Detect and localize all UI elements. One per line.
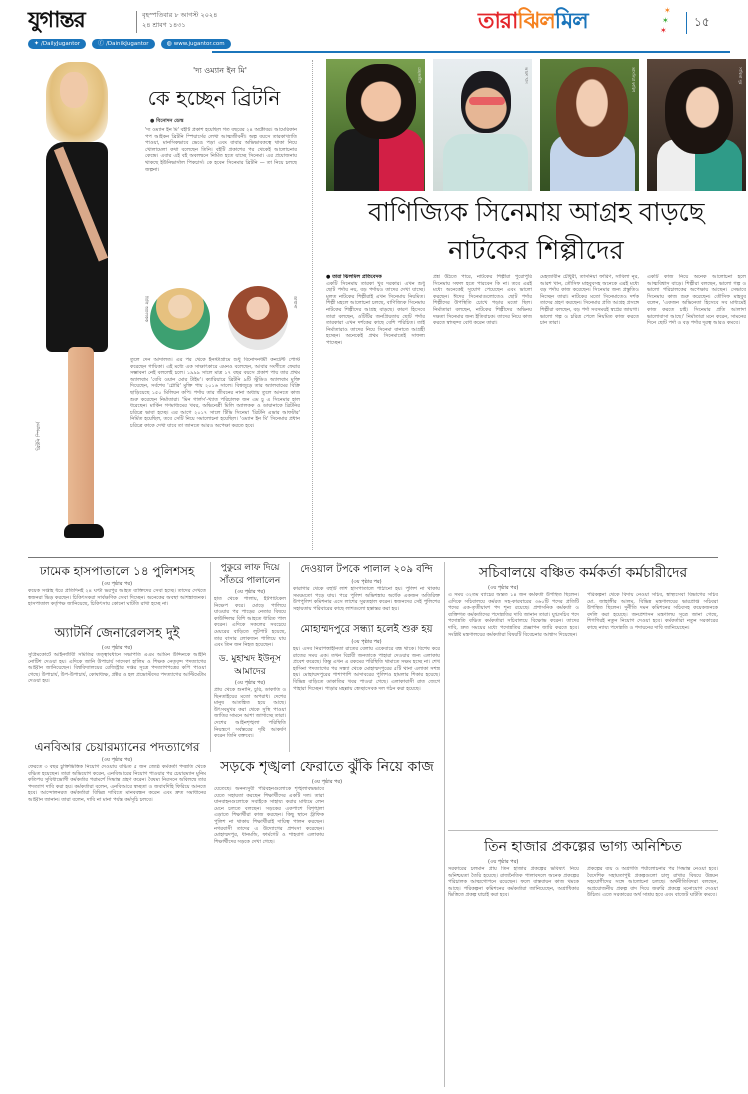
- header-rule: [212, 51, 730, 53]
- continued-label: (৩য় পৃষ্ঠার পর): [234, 680, 266, 686]
- photo-credit-1: মেহজাবীন: [417, 67, 422, 84]
- column-divider: [312, 60, 313, 550]
- circle-label-1: মিলি অ্যালকক: [143, 296, 148, 323]
- story-rule: [448, 830, 718, 831]
- feature-byline: ● তারা ঝিলমিল প্রতিবেদক: [326, 274, 382, 280]
- story-body-prison: কারাগার থেকে বহুটি লাশ হাসপাতালে পাঠানো হয়। পুলিশ না থাকায় সময়মতো পড়ে যায়। পরে পুলিশ অভিশঙ্কায় অর্ধেক একজন অতিরিক্ত উপপুলিশ কমিশনার এসে লাশের সুরতহাল করেন। স্বজনদের সেই পুলিশের সহায়তায় পরিবারের কাছে লাশগুলো হস্তান্তর করা হয়।: [293, 586, 440, 612]
- feature-photo-4: [647, 59, 746, 191]
- story-body-nbr: ফেরতে ৩ বছর চুক্তিভিত্তিক নিয়োগ দেওয়ায় বঞ্চিত ৫ জন জ্যেষ্ঠ কর্মকর্তা পদন্নতি থেকে বঞ্চিত হয়েছেন। তারা অভিযোগ করেন, এনবিআরের নিয়োগ পাওয়ার পর চেয়ারম্যান মুনিম কতিপয় সুবিধাভোগী কর্মকর্তার পরামর্শে সিদ্ধান্ত গ্রহণ করেন। বৈষম্য নিরসনে অবিলম্বে তার পদত্যাগ দাবি করা হয়। কর্মকর্তারা বলেন, এনবিআরে স্বচ্ছতা ও জবাবদিহি ফিরিয়ে আনতে হবে। আন্দোলনরত কর্মকর্তারা বিভিন্ন দাবিতে মানববন্ধন করেন এবং দ্রুত সমাধানের আহ্বান জানান। তারা বলেন, দাবি না মানা পর্যন্ত কর্মসূচি চলবে।: [28, 764, 206, 803]
- story-headline-pond[interactable]: পুকুরে লাফ দিয়ে সাঁতরে পালালেন: [219, 563, 281, 586]
- continued-label: (৩য় পৃষ্ঠার পর): [488, 585, 519, 591]
- page-number-divider: [686, 12, 687, 34]
- facebook-handle: /DainikJugantor: [106, 41, 149, 47]
- brand-part-3: মিল: [554, 9, 588, 34]
- feature-column-4: একটি কাজ নিয়ে অনেক আলোচনা হলে আত্মবিশ্বাস বাড়ে। শিল্পীরা বলছেন, ভালো গল্প ও ভালো পরিচালকের অপেক্ষায় আছেন। সেভাবে সিনেমায় কাজ শুরু করেছেন। তৌসিফ মাহবুব বলেন, 'একজন অভিনেতা হিসেবে সব মাধ্যমেই কাজ করতে চাই। সিনেমার প্রতি আলাদা ভালোবাসা আছে।' নির্মাতারা মনে করেন, সামনের দিনে ছোট পর্দা ও বড় পর্দার দূরত্ব আরও কমবে।: [647, 274, 746, 327]
- feature-headline-line-2[interactable]: নাটকের শিল্পীদের: [448, 236, 624, 266]
- continued-label: (৩য় পৃষ্ঠার পর): [488, 859, 519, 865]
- story-body-yunus: প্রায় থেকে শুনানি, চুরি, ডাকাতি ও ছিনতাইয়ের মতো অপরাধ। দেশের মানুষ আতঙ্কিত হয়ে আছে। উৎসবমুখর করা থেকে সুস্থি পাওয়া জাতির সামনে আশা জাগাচ্ছে তারা। দেশের আইনশৃঙ্খলা পরিস্থিতি নিয়ন্ত্রণে সর্বস্তরের দৃষ্টি আকর্ষণ করেন তিনি বক্তব্যে।: [214, 687, 286, 740]
- continued-label: (৩য় পৃষ্ঠার পর): [101, 757, 133, 763]
- story-body-traffic: যেতেছে। অনন্যসুবী পরিবহনগুলোকে শৃঙ্খলাবদ্ধভাবে যেতে সহায়তা করছেন শিক্ষার্থীদের একটি দল। তারা যানবাহনগুলোকে সবাইকে সাহায্য করার মাধ্যমে লেন মেনে চলতে বলছেন। সড়কের একপাশে বিশৃঙ্খলা এড়াতে শিক্ষার্থীরা কাজ করছেন। কিছু স্থানে ট্রাফিক পুলিশ না থাকায় শিক্ষার্থীরাই দায়িত্ব পালন করছেন। নগরবাসী তাদের এ উদ্যোগের প্রশংসা করেছেন। মোহাম্মদপুর, ধানমন্ডি, ফার্মগেট ও শাহবাগ এলাকায় শিক্ষার্থীদের সড়কে দেখা গেছে।: [214, 786, 324, 845]
- lead-story: [0, 58, 130, 548]
- story-mohammadpur: [293, 622, 440, 752]
- masthead: [0, 0, 748, 58]
- story-projects: [448, 836, 718, 1088]
- feature-column-2: প্রশ্ন উঠতে পারে, নাটকের শিল্পীরা পুরোপুরি সিনেমায় সফল হতে পারবেন কি না। তবে এরই মধ্যে অনেকেই সুযোগ পেয়েছেন এবং ভালো করছেন। ঈদের সিনেমাগুলোতেও ছোট পর্দার শিল্পীদের উপস্থিতি চোখে পড়ার মতো ছিল। নির্মাতারা বলছেন, নাটকের শিল্পীদের অভিনয় দক্ষতা সিনেমার জন্য ইতিবাচক। তাদের নিয়ে কাজ করতে স্বাচ্ছন্দ্য বোধ করেন তারা।: [433, 274, 532, 327]
- story-headline-nbr[interactable]: এনবিআর চেয়ারম্যানের পদত্যাগের: [34, 740, 200, 754]
- feature-photo-strip: [326, 59, 746, 191]
- feature-photo-2: [433, 59, 532, 191]
- story-traffic: [214, 756, 440, 1088]
- story-headline-prison[interactable]: দেওয়াল টপকে পালাল ২০৯ বন্দি: [300, 564, 433, 575]
- story-body-dmch: কয়েক সপ্তাহ ধরে প্রতিদিনই ২৪ ঘণ্টা ভরপুর আহত ব্যক্তিদের সেবা হচ্ছে। তাদের দেখতে স্বজনরা ভিড় করছেন। চিকিৎসকরা সার্বক্ষণিক সেবা দিচ্ছেন। অনেকের অবস্থা আশঙ্কাজনক। হাসপাতাল কর্তৃপক্ষ জানিয়েছে, চিকিৎসায় কোনো ঘাটতি রাখা হচ্ছে না।: [28, 588, 206, 608]
- story-headline-attorney[interactable]: অ্যাটর্নি জেনারেলসহ দুই: [54, 626, 180, 641]
- twitter-icon: ✦: [34, 40, 40, 47]
- circle-photo-actress-2: [228, 286, 288, 350]
- feature-body: [326, 274, 746, 550]
- continued-label: (৩য় পৃষ্ঠার পর): [351, 579, 382, 585]
- story-body-mohammadpur: হয়। এসব নিরাপত্তাহীনতা রাতের বেলায় একেবারে বন্ধ থাকে। বিশেষ করে রাতের সময় এক। তখন বিপ্লবী জনতাকে পাহারা দেওয়ার জন্য এলাকায় প্রবেশ করেছে। কিন্তু এখন এ রকমের পরিস্থিতি থামাতে সক্ষম হচ্ছে না। শেখ হাসিনা পদত্যাগের পর সন্ধ্যা থেকে মোহাম্মদপুরের ৫টি থানা এলাকা সশস্ত্র হয়। মোহাম্মদপুরের পাশাপাশি আদাবরের পুলিশও হামলার শিকার হয়েছে। বিভিন্ন বাড়িতে ডাকাতির খবর পাওয়া গেছে। এলাকাবাসী রাত জেগে পাহারা দিচ্ছেন। পাড়ার মহল্লায় স্বেচ্ছাসেবক দল গঠন করা হয়েছে।: [293, 646, 440, 692]
- photo-credit-3: তাসনিয়া ফারিণ: [631, 67, 636, 92]
- feature-photo-3: [540, 59, 639, 191]
- story-dmch: [28, 562, 206, 622]
- story-headline-traffic[interactable]: সড়কে শৃঙ্খলা ফেরাতে ঝুঁকি নিয়ে কাজ: [220, 759, 434, 775]
- photo-credit: ব্রিটনি স্পিয়ার্স: [36, 422, 42, 451]
- feature-column-3: [540, 274, 639, 550]
- story-body-projects: সরকারের চলমান প্রায় তিন হাজার প্রকল্পের ভবিষ্যৎ নিয়ে অনিশ্চয়তা তৈরি হয়েছে। রাজনৈতিক পালাবদলে অনেক প্রকল্পের পরিচালক আত্মগোপনে রয়েছেন। ফলে বাস্তবায়ন কাজ থমকে আছে। পরিকল্পনা কমিশনের কর্মকর্তারা জানিয়েছেন, অগ্রাধিকার ভিত্তিতে প্রকল্প যাচাই করা হবে।: [448, 866, 579, 899]
- story-secretariat: [448, 562, 718, 826]
- social-links: [28, 39, 231, 49]
- feature-headline-line-1[interactable]: বাণিজ্যিক সিনেমায় আগ্রহ বাড়ছে: [367, 198, 704, 228]
- feature-text-1: একটি সিনেমায় তারকা খুব দরকার। এখন শুধু ছোট পর্দায় নয়, বড় পর্দায়ও তাদের দেখা যাচ্ছে। মূলত নাটকের শিল্পীরাই এখন সিনেমায় নিয়মিত। শিল্পী মহলে আলোচনা চলছে, বাণিজ্যিক সিনেমায় নাটকের শিল্পীদের আগ্রহ বাড়ছে। কারণ হিসেবে তারা বলছেন, ওটিটির জনপ্রিয়তায় ছোট পর্দার তারকারা এখন দর্শকের কাছে বেশি পরিচিত। তাই নির্মাতারাও তাদের নিয়ে সিনেমা বানাতে আগ্রহী হচ্ছেন। অনেকেই প্রথম সিনেমাতেই সাফল্য পাচ্ছেন।: [326, 280, 425, 346]
- story-body-attorney: সুপ্রিমকোর্টে আইনজীবী সমিতির তত্ত্বাবধানে সভাপতি এএম আমিন উদ্দিনকে আইনি নোটিশ দেওয়া হয়। এদিকে জানি উপাচার্য সাদেকা হালিম ও শিক্ষক নেতৃবৃন্দ পদত্যাগের আহ্বান জানিয়েছেন। বিশ্ববিদ্যালয়ের রেজিস্ট্রার দপ্তর সূত্রে পদত্যাগপত্রের কপি পাওয়া গেছে। উপাচার্য, উপ-উপাচার্য, কোষাধ্যক্ষ, প্রক্টর ও হল প্রভোস্টদের পদত্যাগের আল্টিমেটাম দেওয়া হয়।: [28, 652, 206, 685]
- photo-credit-4: সাবিলা নূর: [738, 67, 743, 85]
- facebook-icon: ⓕ: [98, 40, 105, 47]
- continued-label: (৩য় পৃষ্ঠার পর): [101, 581, 133, 587]
- continued-label: (৩য় পৃষ্ঠার পর): [234, 589, 266, 595]
- story-projects-columns: [448, 866, 718, 1088]
- story-headline-secretariat[interactable]: সচিবালয়ে বঞ্চিত কর্মকর্তা কর্মচারীদের: [478, 565, 688, 581]
- lead-paragraph-2: তুলে দেন আদালত। এর পর থেকে ইনস্টাগ্রামে শুধু বিনোদনধর্মী কনটেন্ট পোস্ট করেছেন গায়িকা। এই মধ্যে এক সাক্ষাৎকারে এমনও বলেছেন, আবার সংগীতে ফেরার সম্ভাবনা নেই বললেই চলে। ১৯৯৯ সালে মাত্র ১৭ বছর বয়সে প্রকাশ পায় তার প্রথম অ্যালবাম 'বেবি ওয়ান মোর টাইম'। ক্যারিয়ারে ব্রিটনি ৯টি স্টুডিও অ্যালবাম মুক্তি দিয়েছেন, সর্বশেষ 'গ্লোরি' মুক্তি পায় ২০১৬ সালে। বিশ্বজুড়ে তার অ্যালবামের বিক্রি ছাড়িয়েছে ১৫০ মিলিয়ন কপি। পর্দায় তার জীবনের নানা অধ্যায় তুলে আনতে কাজ শুরু করেছেন নির্মাতারা। 'মিন গার্লস'-খ্যাত পরিচালক জন এম চু এ সিনেমার হাল ধরেছেন। মার্কিন গণমাধ্যমের খবর, অভিনেত্রী মিলি অ্যালকক ও ডায়ানাকে ব্রিটনির চরিত্রে ভাবা হচ্ছে। এর আগে ২০১৭ সালে টিভি সিনেমা 'ব্রিটনি এভার আফটার' নির্মিত হয়েছিল, তবে সেটি নিয়ে সমালোচনা হয়েছিল। 'ওম্যান ইন মি' সিনেমার প্রধান চরিত্রে কাকে দেখা যাবে তা জানতে আরও অপেক্ষা করতে হবে।: [130, 357, 300, 429]
- story-secretariat-columns: [448, 592, 718, 826]
- story-nbr: [28, 738, 206, 1088]
- date-bengali: ২৪ শ্রাবণ ১৪৩১: [142, 21, 186, 29]
- lead-headline[interactable]: কে হচ্ছেন ব্রিটনি: [147, 86, 281, 110]
- section-brand: [478, 6, 588, 38]
- column-divider: [444, 562, 445, 1087]
- feature-column-1: [326, 274, 425, 550]
- story-headline-mohammadpur[interactable]: মোহাম্মদপুরে সন্ধ্যা হলেই শুরু হয়: [300, 624, 433, 635]
- column-divider: [210, 562, 211, 752]
- story-attorney: [28, 624, 206, 734]
- page-number: ১৫: [694, 15, 710, 29]
- story-body-pond: হাত থেকে পালায়, ইটপাটকেল নিক্ষেপ করে। মোড়ে পালিয়ে যাওয়ার পর পাড়ের নেতার বিষয়ে কাউন্সিলর বিশি আহতে ধারিত পাল করেন। এদিকে সকলের সবচেয়ে মেয়রের বাড়িতে লুটপাট হয়েছে, তার বাসার লোকজন পালিয়ে যায় এবং তিন জন নিহত হয়েছেন।: [214, 596, 286, 649]
- story-headline-dmch[interactable]: ঢামেক হাসপাতালে ১৪ পুলিশসহ: [39, 564, 195, 578]
- section-rule: [28, 557, 718, 558]
- brand-part-2: ঝিল: [517, 9, 555, 34]
- photo-credit-2: আরশ খান: [524, 67, 529, 84]
- continued-label: (৩য় পৃষ্ঠার পর): [351, 639, 382, 645]
- feature-text-3: মেহজাবীন চৌধুরী, তাসনিয়া ফারিণ, সাবিলা নূর, আরশ খান, তৌসিফ মাহবুবসহ অনেকে এরই মধ্যে বড় পর্দায় কাজ করেছেন। সিনেমার জন্য প্রস্তুতিও নিচ্ছেন তারা। নাটকের মতো সিনেমাতেও দর্শক তাদের গ্রহণ করছেন। সিনেমার প্রতি আগ্রহ প্রসঙ্গে শিল্পীরা বলছেন, বড় পর্দা সবসময়ই স্বপ্নের জায়গা। ভালো গল্প ও চরিত্র পেলে নিয়মিত কাজ করতে চান তারা।: [540, 274, 639, 327]
- dateline: [142, 10, 217, 30]
- twitter-link[interactable]: [28, 39, 86, 49]
- story-prison: [293, 562, 440, 620]
- story-body-projects-cont: প্রকল্পের ব্যয় ও অগ্রগতি পর্যালোচনার পর সিদ্ধান্ত নেওয়া হবে। বৈদেশিক সহায়তাপুষ্ট প্রকল্পগুলো চালু রাখার বিষয়ে উন্নয়ন সহযোগীদের সঙ্গে আলোচনা চলছে। অর্থনীতিবিদরা বলছেন, অপ্রয়োজনীয় প্রকল্প বাদ দিয়ে জরুরি প্রকল্পে মনোযোগ দেওয়া উচিত। এতে সরকারের অর্থ সাশ্রয় হবে এবং বাজেট ঘাটতি কমবে।: [587, 866, 718, 899]
- story-body-secretariat-cont: পরিকল্পনা থেকে বিদায় নেওয়া সচিব, স্বাস্থ্যসেবা বিভাগের সচিব মো. জাহাঙ্গীর আলম, বিভিন্ন মন্ত্রণালয়ের ভারপ্রাপ্ত সচিবরা উপস্থিত ছিলেন। দুর্নীতি দমন কমিশনের সচিবসহ কয়েকজনকে বদলি করা হয়েছে। জনপ্রশাসন মন্ত্রণালয় সূত্রে জানা গেছে, শিগগিরই নতুন নিয়োগ দেওয়া হবে। কর্মকর্তারা নতুন সরকারের কাছে ন্যায্য পদোন্নতি ও পদায়নের দাবি জানিয়েছেন।: [587, 592, 718, 631]
- column-divider: [289, 562, 290, 752]
- lead-kicker: 'দ্য ওম্যান ইন মি': [193, 66, 247, 75]
- brand-part-1: তারা: [478, 9, 518, 34]
- story-body-secretariat: এ সময় ৩২তম ব্যাচের অন্তত ১৪ জন কর্মকর্তা উপস্থিত ছিলেন। এদিকে সচিবালয়ে কর্মরত সহ-কারবারের ৩৬০টি পদের প্রতিটি পদের এক-তৃতীয়াংশ পদ শূন্য রয়েছে। প্রশাসনিক কর্মকর্তা ও ব্যক্তিগত কর্মকর্তাদের পদোন্নতির দাবি জানান তারা। যুগ্মসচিব পদে পদোন্নতি বঞ্চিত কর্মকর্তারা সচিবালয়ে বিক্ষোভ করেন। তাদের দাবি, দ্রুত সময়ের মধ্যে পদোন্নতির প্রজ্ঞাপন জারি করতে হবে। সংশ্লিষ্ট মন্ত্রণালয়ের কর্মকর্তারা বিষয়টি বিবেচনার আশ্বাস দিয়েছেন।: [448, 592, 579, 638]
- twitter-handle: /DailyJugantor: [41, 41, 81, 47]
- star-decoration-icon: ✶ ✶ ✶: [660, 6, 671, 35]
- website-link[interactable]: [161, 39, 231, 49]
- story-headline-projects[interactable]: তিন হাজার প্রকল্পের ভাগ্য অনিশ্চিত: [484, 839, 682, 855]
- date-gregorian: বৃহস্পতিবার ৮ আগস্ট ২০২৪: [142, 11, 218, 19]
- feature-photo-1: [326, 59, 425, 191]
- web-icon: ◍: [166, 40, 172, 47]
- circle-photo-actress-1: [150, 288, 210, 350]
- story-headline-yunus[interactable]: ড. মুহাম্মদ ইউনূস আমাদের: [219, 654, 281, 677]
- story-pond: [214, 562, 286, 650]
- newspaper-logo[interactable]: যুগান্তর: [28, 7, 85, 33]
- facebook-link[interactable]: [92, 39, 154, 49]
- continued-label: (৩য় পৃষ্ঠার পর): [101, 645, 133, 651]
- britney-photo: [28, 62, 118, 547]
- continued-label: (৩য় পৃষ্ঠার পর): [311, 779, 343, 785]
- website-url: www.jugantor.com: [173, 41, 225, 47]
- story-yunus: [214, 653, 286, 752]
- lead-paragraph-1: 'দ্য ওম্যান ইন মি' বইটি প্রকাশ হয়েছিল গত বছরের ২৪ অক্টোবর। আমেরিকান পপ আইকন ব্রিটনি স্পিয়ার্সের লেখা আত্মজীবনী। অল্প বয়সে তারকাখ্যাতি পাওয়া, মানসিকভাবে ভেঙে পড়া এবং বাবার অভিভাবকত্বে থাকা নিয়ে খোলামেলা কথা বলেছেন তিনি। বইটি প্রকাশের পর থেকেই আলোচনার কেন্দ্রে। এবার এই বই অবলম্বনে নির্মিত হতে যাচ্ছে সিনেমা। এর প্রযোজনায় থাকছে ইউনিভার্সাল পিকচার্স। কে হবেন সিনেমার ব্রিটনি — তা নিয়ে চলছে জল্পনা।: [145, 127, 297, 173]
- lead-byline: ● বিনোদন ডেস্ক: [150, 118, 184, 124]
- logo-divider: [136, 11, 137, 33]
- circle-label-2: ডায়ানা: [292, 296, 297, 309]
